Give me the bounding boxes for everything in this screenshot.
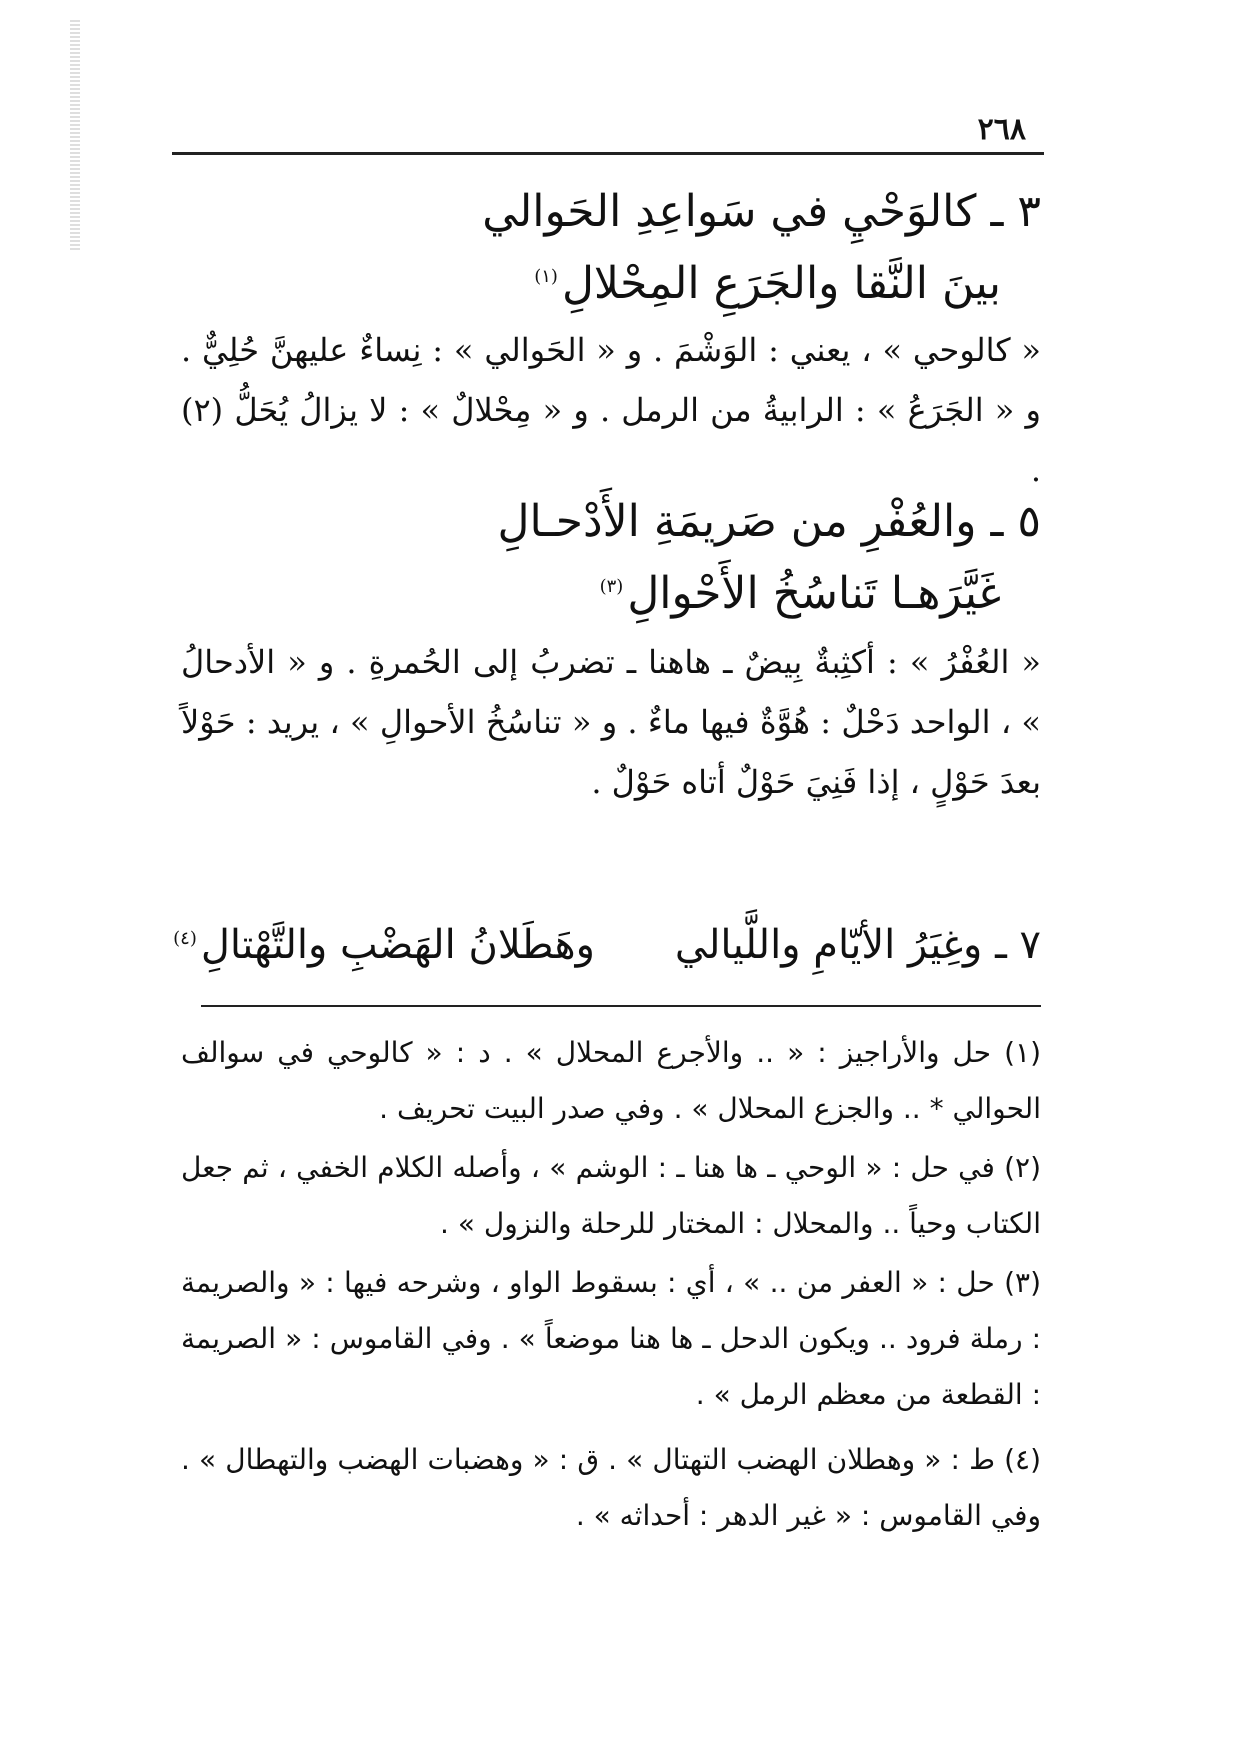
footnote-ref-1: (١) (534, 266, 558, 288)
verse-7-part-1: ٧ ـ وغِيَرُ الأيّامِ واللَّيالي (674, 922, 1041, 968)
footnote-3: (٣) حل : « العفر من .. » ، أي : بسقوط الواو ، وشرحه فيها : « والصريمة : رملة فرود .. ويكون الدحل ـ ها هنا موضعاً » . وفي القاموس : « الصريمة : القطعة من معظم الرمل » . (181, 1266, 1041, 1411)
footnote-ref-4: (٤) (173, 927, 197, 949)
verse-7 (173, 922, 1041, 968)
commentary-verse-3: « كالوحي » ، يعني : الوَشْمَ . و « الحَوالي » : نِساءٌ عليهنَّ حُلِيٌّ . و « الجَرَعُ » : الرابيةُ من الرمل . و « مِحْلالٌ » : لا يزالُ يُحَلُّ (٢) . (181, 331, 1041, 489)
verse-7-part-2-text: وهَطَلانُ الهَضْبِ والتَّهْتالِ (200, 922, 595, 968)
verse-3-line-2 (534, 258, 1001, 309)
footnote-rule (201, 1005, 1041, 1007)
footnote-ref-3: (٣) (599, 576, 624, 598)
commentary-verse-5: « العُفْرُ » : أكثِبةٌ بِيضٌ ـ هاهنا ـ تضربُ إلى الحُمرةِ . و « الأدحالُ » ، الواحد دَحْلٌ : هُوَّةٌ فيها ماءٌ . و « تناسُخُ الأحوالِ » ، يريد : حَوْلاً بعدَ حَوْلٍ ، إذا فَنِيَ حَوْلٌ أتاه حَوْلٌ . (181, 643, 1042, 801)
footnote-1: (١) حل والأراجيز : « .. والأجرع المحلال » . د : « كالوحي في سوالف الحوالي * .. والجزع المحلال » . وفي صدر البيت تحريف . (181, 1036, 1041, 1125)
verse-5-line-2-text: غَيَّرَهـا تَناسُخُ الأَحْوالِ (627, 568, 1001, 619)
footnote-2: (٢) في حل : « الوحي ـ ها هنا ـ : الوشم » ، وأصله الكلام الخفي ، ثم جعل الكتاب وحياً .. والمحلال : المختار للرحلة والنزول » . (181, 1151, 1041, 1240)
footnote-4: (٤) ط : « وهطلان الهضب التهتال » . ق : « وهضبات الهضب والتهطال » . وفي القاموس : « غير الدهر : أحداثه » . (181, 1443, 1041, 1532)
page-number: ٢٦٨ (977, 112, 1026, 147)
verse-5-line-2 (599, 568, 1001, 619)
verse-3-line-2-text: بينَ النَّقا والجَرَعِ المِحْلالِ (561, 258, 1001, 309)
verse-7-part-2 (173, 922, 595, 968)
verse-5-line-1: ٥ ـ والعُفْرِ من صَريمَةِ الأَدْحـالِ (497, 496, 1041, 547)
verse-3-line-1: ٣ ـ كالوَحْيِ في سَواعِدِ الحَوالي (482, 186, 1041, 237)
header-rule (172, 152, 1044, 155)
